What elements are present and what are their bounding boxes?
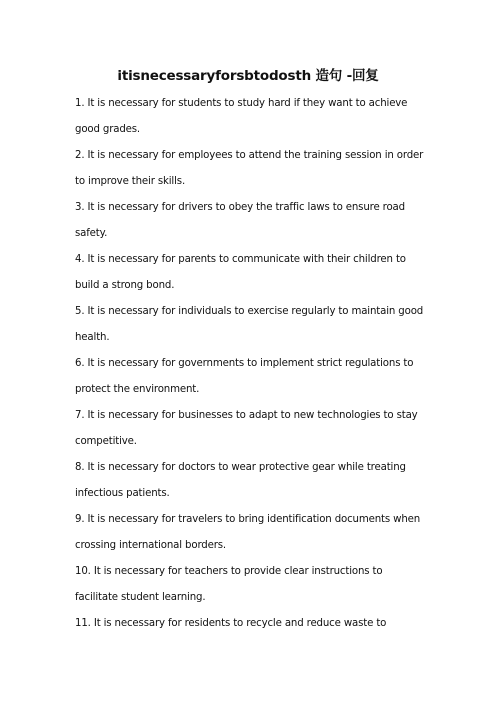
sentence-item-7: 7. It is necessary for businesses to adapt to new technologies to stay competitive. — [75, 410, 418, 447]
sentence-item-5: 5. It is necessary for individuals to exercise regularly to maintain good health. — [75, 306, 424, 343]
sentence-item-3: 3. It is necessary for drivers to obey the traffic laws to ensure road safety. — [75, 202, 405, 239]
sentence-item-2: 2. It is necessary for employees to attend the training session in order to improve their skills. — [75, 150, 424, 187]
document-title: itisnecessaryforsbtodosth 造句 -回复 — [117, 68, 379, 84]
sentence-item-8: 8. It is necessary for doctors to wear protective gear while treating infectious patients. — [75, 462, 406, 499]
sentence-item-9: 9. It is necessary for travelers to bring identification documents when crossing international borders. — [75, 514, 421, 551]
sentence-item-4: 4. It is necessary for parents to communicate with their children to build a strong bond. — [75, 254, 406, 291]
sentence-item-6: 6. It is necessary for governments to implement strict regulations to protect the environment. — [75, 358, 414, 395]
sentence-item-10: 10. It is necessary for teachers to provide clear instructions to facilitate student learning. — [75, 566, 383, 603]
sentence-item-1: 1. It is necessary for students to study hard if they want to achieve good grades. — [75, 98, 408, 135]
sentence-list — [75, 91, 425, 637]
sentence-item-11: 11. It is necessary for residents to recycle and reduce waste to — [75, 618, 387, 629]
